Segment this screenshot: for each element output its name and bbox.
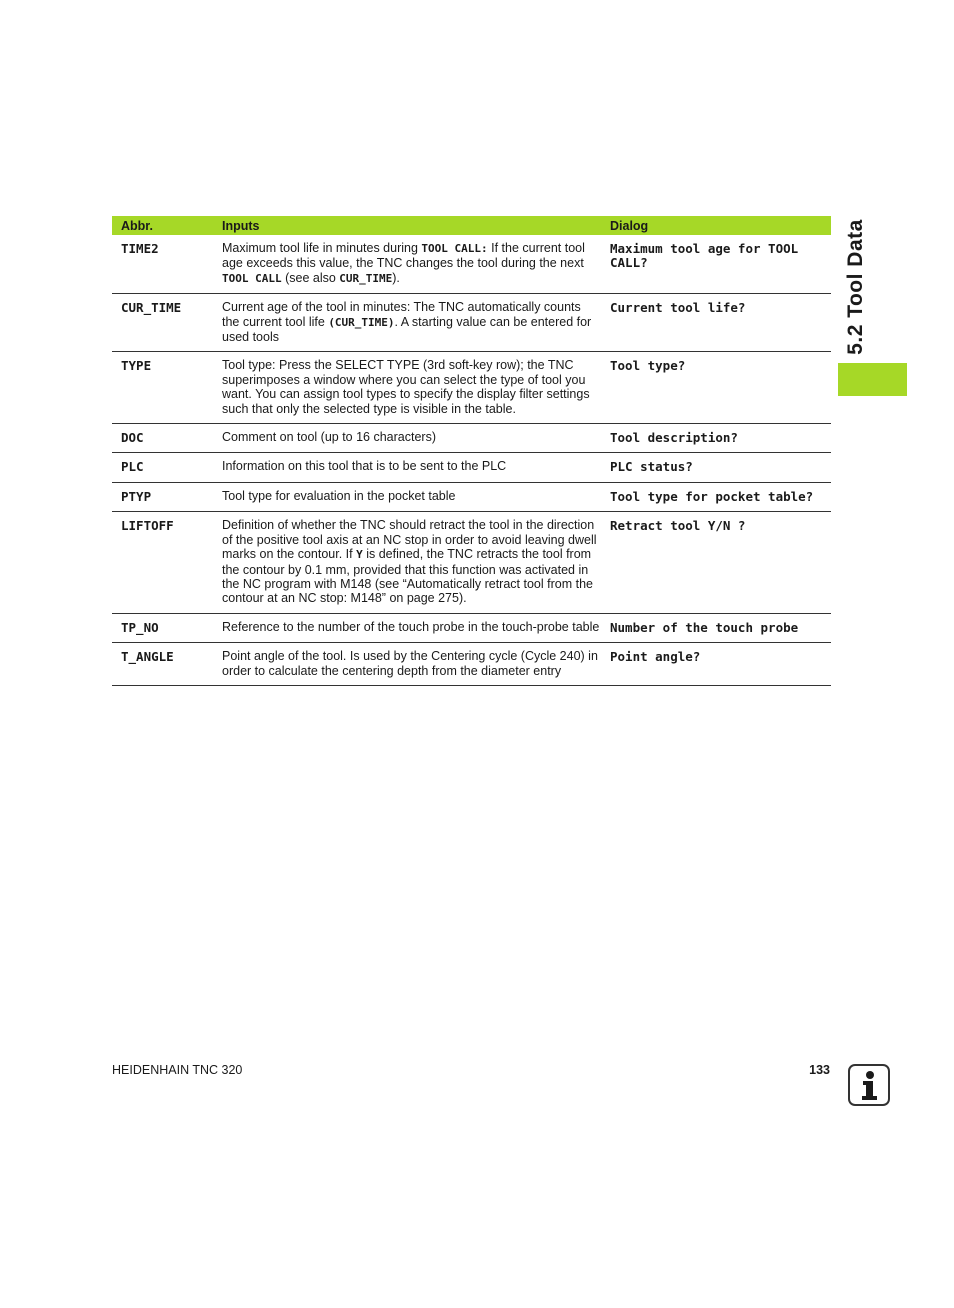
input-text: Reference to the number of the touch probe in the touch-probe table [222, 619, 600, 634]
cell-abbr: PLC [112, 453, 213, 482]
cell-dialog: Tool type? [601, 352, 831, 424]
cell-abbr: TIME2 [112, 235, 213, 294]
input-code: (CUR_TIME) [328, 315, 395, 329]
table-header-row [112, 216, 831, 235]
header-inputs: Inputs [213, 216, 601, 235]
cell-input [213, 235, 601, 294]
input-code: Y [356, 548, 363, 562]
cell-abbr: DOC [112, 424, 213, 453]
header-abbr: Abbr. [112, 216, 213, 235]
cell-dialog: Retract tool Y/N ? [601, 512, 831, 613]
table-row [112, 643, 831, 686]
table-row [112, 482, 831, 511]
table-row [112, 613, 831, 642]
cell-dialog: PLC status? [601, 453, 831, 482]
table-row [112, 453, 831, 482]
input-code: TOOL CALL: [421, 242, 488, 255]
cell-input [213, 352, 601, 424]
cell-dialog: Tool type for pocket table? [601, 482, 831, 511]
table-body [112, 235, 831, 685]
cell-dialog: Maximum tool age for TOOL CALL? [601, 235, 831, 294]
cell-abbr: TP_NO [112, 613, 213, 642]
input-code: CUR_TIME [339, 271, 393, 285]
cell-dialog: Point angle? [601, 643, 831, 686]
input-text: Comment on tool (up to 16 characters) [222, 430, 436, 445]
table-row [112, 512, 831, 613]
input-text: Tool type: Press the SELECT TYPE (3rd soft-key row); the TNC superimposes a window where you can select the type of tool you want. You can assign tool types to specify the display filter settings such that only the selected type is visible in the table. [222, 358, 590, 416]
tool-data-table [112, 216, 831, 686]
cell-abbr: CUR_TIME [112, 294, 213, 352]
info-icon [848, 1064, 890, 1106]
input-text: Point angle of the tool. Is used by the Centering cycle (Cycle 240) in order to calculate the centering depth from the diameter entry [222, 649, 598, 678]
cell-abbr: TYPE [112, 352, 213, 424]
input-text: . A starting value can be entered for used tools [222, 314, 592, 345]
cell-input [213, 424, 601, 453]
table-row [112, 235, 831, 294]
input-text: is defined, the TNC retracts the tool from the contour by 0.1 mm, provided that this function was activated in the NC program with M148 (see “Automatically retract tool from the contour at an NC stop: M148” on page 275). [222, 547, 593, 606]
input-text: Definition of whether the TNC should retract the tool in the direction of the positive tool axis at an NC stop in order to avoid leaving dwell marks on the contour. If [222, 518, 597, 562]
cell-dialog: Current tool life? [601, 294, 831, 352]
cell-input [213, 453, 601, 482]
cell-input [213, 482, 601, 511]
input-code: TOOL CALL [222, 271, 282, 285]
input-text: Maximum tool life in minutes during [222, 241, 422, 255]
cell-abbr: LIFTOFF [112, 512, 213, 613]
input-text: (see also [281, 270, 340, 285]
table-row [112, 424, 831, 453]
cell-input [213, 512, 601, 613]
footer-product-name: HEIDENHAIN TNC 320 [112, 1063, 243, 1077]
table-row [112, 352, 831, 424]
section-title: 5.2 Tool Data [843, 219, 867, 355]
input-text: Information on this tool that is to be sent to the PLC [222, 459, 507, 474]
section-tab-marker [838, 363, 907, 396]
page-number: 133 [809, 1063, 830, 1077]
cell-dialog: Number of the touch probe [601, 613, 831, 642]
table-row [112, 294, 831, 352]
input-text: Tool type for evaluation in the pocket table [222, 488, 456, 503]
cell-input [213, 613, 601, 642]
cell-abbr: PTYP [112, 482, 213, 511]
input-text: If the current tool age exceeds this value, the TNC changes the tool during the next [222, 241, 585, 271]
input-text: Current age of the tool in minutes: The TNC automatically counts the current tool life [222, 300, 581, 329]
input-text: ). [392, 270, 400, 285]
section-title-vertical [833, 212, 878, 362]
cell-input [213, 643, 601, 686]
cell-dialog: Tool description? [601, 424, 831, 453]
header-dialog: Dialog [601, 216, 831, 235]
cell-input [213, 294, 601, 352]
cell-abbr: T_ANGLE [112, 643, 213, 686]
